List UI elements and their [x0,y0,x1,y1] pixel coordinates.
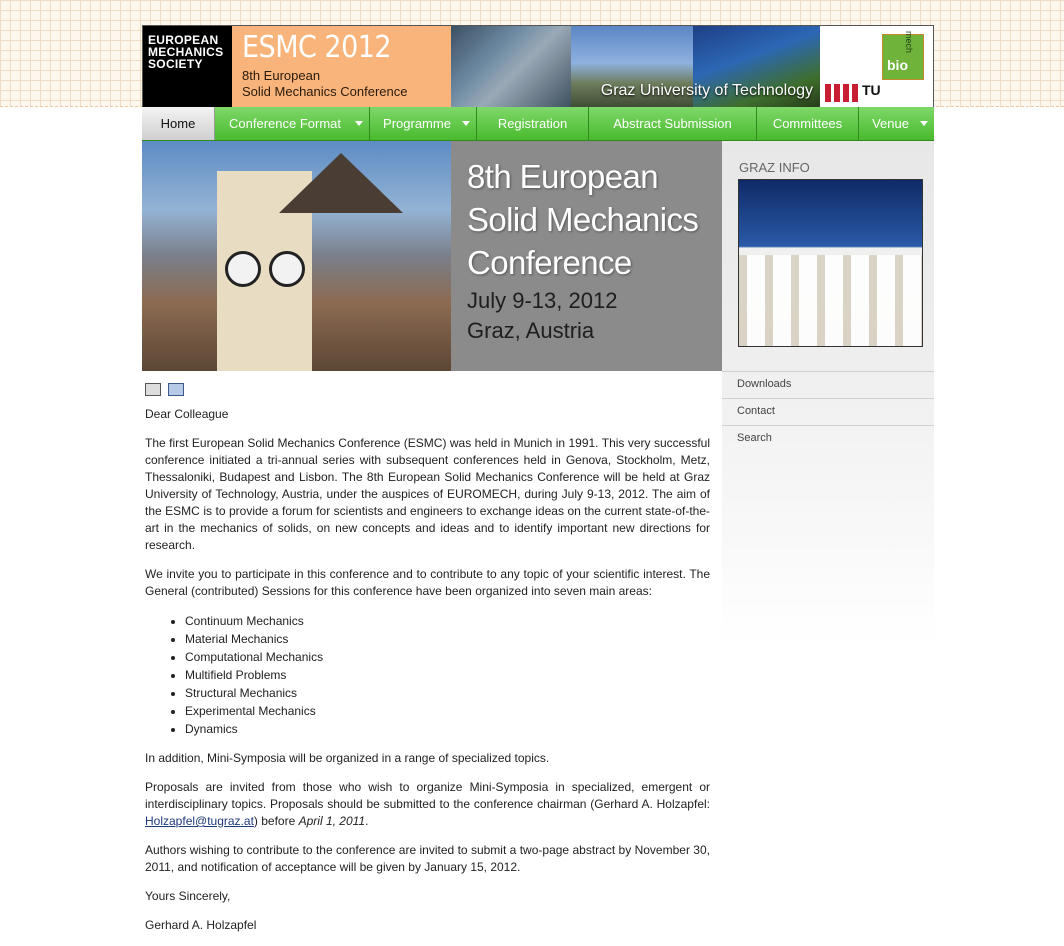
print-icon[interactable] [145,383,161,396]
list-item: • Continuum Mechanics [185,612,710,630]
partner-logos [820,26,934,108]
list-item: • Dynamics [185,720,710,738]
nav-conference-format-label: Conference Format [229,116,341,131]
hero-text-panel [451,141,722,371]
hero-title-line-2: Solid Mechanics [467,201,699,238]
paragraph-invite: We invite you to participate in this conference and to contribute to any topic of your scientific interest. The General (contributed) Sessions for this conference have been organized into seven main areas: [145,567,710,598]
nav-home[interactable] [142,107,215,140]
paragraph-mini-symposia: In addition, Mini-Symposia will be organized in a range of specialized topics. [145,751,550,765]
sidebar-link-contact-label: Contact [737,405,775,417]
email-link[interactable]: Holzapfel@tugraz.at [145,814,254,828]
paragraph-proposals [145,779,710,830]
graz-info-photo[interactable] [738,179,923,347]
graz-clock-tower-photo [142,141,451,371]
graz-university-label: Graz University of Technology [600,82,813,99]
esmc-title: ESMC 2012 [242,30,392,65]
article-tools [145,383,188,400]
sidebar-link-contact[interactable] [722,398,934,426]
hero-title-line-1: 8th European [467,158,658,195]
sidebar [722,141,934,646]
society-line-2: MECHANICS [148,45,224,59]
clock-face-icon [225,251,261,287]
tower-roof [279,153,403,213]
paragraph-authors: Authors wishing to contribute to the conference are invited to submit a two-page abstract by November 30, 2011, and notification of acceptance will be given by January 15, 2012. [145,843,710,874]
clock-tower [217,171,312,371]
proposals-text-mid: ) before [253,814,299,828]
proposals-text: Proposals are invited from those who wish to organize Mini-Symposia in specialized, emergent or interdisciplinary topics. Proposals should be submitted to the conference chairman (Gerhard A. Holzapfel: [145,780,710,811]
chevron-down-icon [355,121,363,126]
society-line-1: EUROPEAN [148,33,219,47]
main-areas-list [145,612,710,738]
tu-graz-logo-icon[interactable] [825,84,860,102]
nav-abstract-submission[interactable] [589,107,757,140]
landhaus-arches [739,255,922,346]
list-item: • Structural Mechanics [185,684,710,702]
nav-committees-label: Committees [772,116,843,131]
list-item: • Multifield Problems [185,666,710,684]
article-body [145,406,710,946]
chevron-down-icon [920,121,928,126]
biomech-logo[interactable] [882,30,924,80]
clock-face-icon [269,251,305,287]
nav-registration[interactable] [477,107,589,140]
banner-photo-mechanics [451,26,571,108]
esmc-subtitle [242,68,407,100]
closing: Yours Sincerely, [145,889,231,903]
signature: Gerhard A. Holzapfel [145,918,257,932]
european-mechanics-society-logo[interactable] [143,26,232,108]
sidebar-link-search[interactable] [722,425,934,453]
sidebar-link-downloads[interactable] [722,371,934,399]
chevron-down-icon [462,121,470,126]
hero-title-line-3: Conference [467,244,632,281]
bio-label: bio [887,57,908,73]
list-item: • Material Mechanics [185,630,710,648]
nav-venue-label: Venue [872,116,909,131]
nav-venue[interactable] [859,107,934,140]
graz-info-heading: GRAZ INFO [739,160,810,175]
esmc-subtitle-line-1: 8th European [242,68,321,83]
proposals-deadline: April 1, 2011 [298,814,366,828]
page-wrapper [142,25,934,932]
nav-registration-label: Registration [497,116,568,131]
tu-label: TU [862,82,881,98]
sidebar-link-search-label: Search [737,432,772,444]
nav-home-label: Home [160,116,196,131]
list-item: • Experimental Mechanics [185,702,710,720]
proposals-text-end: . [365,814,369,828]
hero-place: Graz, Austria [467,318,595,343]
nav-programme[interactable] [370,107,477,140]
sidebar-link-downloads-label: Downloads [737,378,792,390]
mech-label: mech [903,30,914,54]
hero-date-place [467,286,617,346]
nav-conference-format[interactable] [215,107,370,140]
list-item: • Computational Mechanics [185,648,710,666]
email-icon[interactable] [168,383,184,396]
paragraph-intro: The first European Solid Mechanics Conference (ESMC) was held in Munich in 1991. This very successful conference initiated a tri-annual series with subsequent conferences held in Genova, Stockholm, Metz, Thessaloniki, Budapest and Lisbon. The 8th European Solid Mechanics Conference will be held at Graz University of Technology, Austria, under the auspices of EUROMECH, during July 9-13, 2012. The aim of the ESMC is to provide a forum for scientists and engineers to exchange ideas on the current state-of-the-art in the mechanics of solids, on new concepts and ideas and to identify important new directions for research. [145,436,710,552]
society-line-3: SOCIETY [148,57,203,71]
greeting: Dear Colleague [145,407,229,421]
main-navigation [142,107,934,141]
hero-title [467,155,698,284]
nav-abstract-submission-label: Abstract Submission [613,116,732,131]
nav-programme-label: Programme [383,116,451,131]
esmc-subtitle-line-2: Solid Mechanics Conference [242,84,408,99]
site-banner [142,25,934,109]
nav-committees[interactable] [757,107,859,140]
hero-date: July 9-13, 2012 [467,288,618,313]
esmc-title-block [232,26,451,108]
